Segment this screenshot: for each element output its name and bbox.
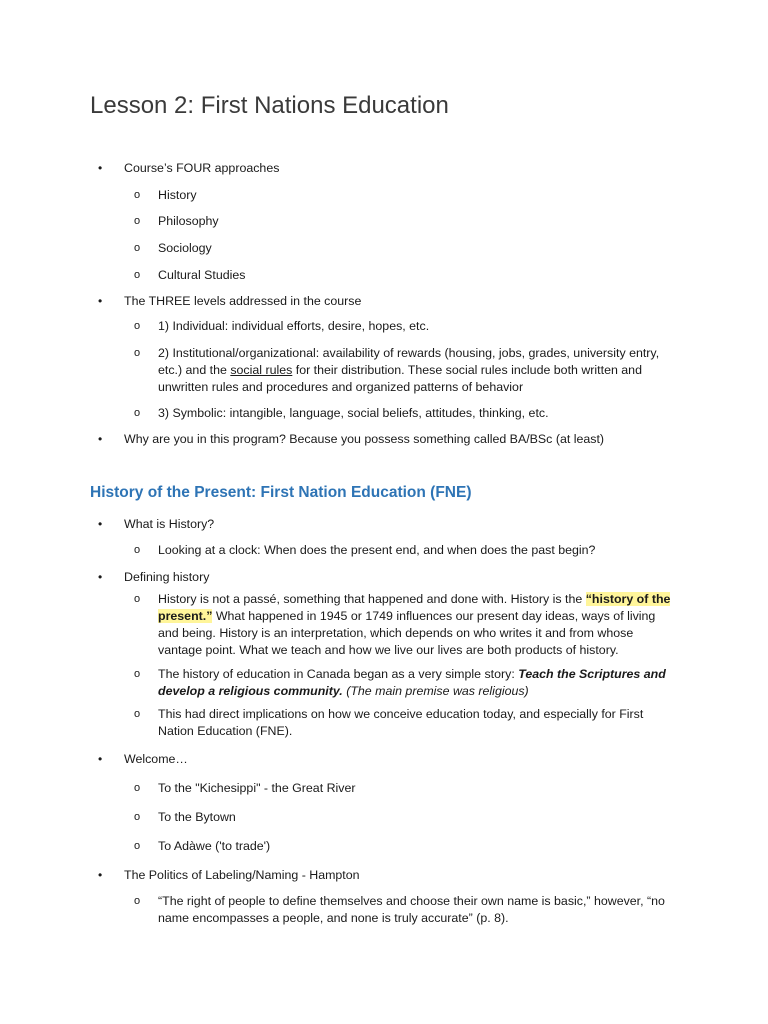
sub-item-level-1: o 1) Individual: individual efforts, desire, hopes, etc. <box>158 318 678 335</box>
social-rules-underlined: social rules <box>230 363 293 377</box>
sub-item-kichesippi: o To the "Kichesippi" - the Great River <box>158 780 678 797</box>
canada-text-start: The history of education in Canada began as a very simple story: <box>158 667 519 681</box>
sub-item-clock: o Looking at a clock: When does the present end, and when does the past begin? <box>158 542 678 559</box>
sub-item-level-2 <box>158 345 678 396</box>
passe-text-start: History is not a passé, something that happened and done with. History is the <box>158 592 586 606</box>
list-item-approaches: • Course’s FOUR approaches <box>124 160 664 177</box>
level-2-text-start: 2) Institutional/organizational: availability of rewards (housing, jobs, grades, university entry, etc.) and the <box>158 346 660 377</box>
sub-item-cultural-studies: o Cultural Studies <box>158 267 678 284</box>
passe-text-end: What happened in 1945 or 1749 influences our present day ideas, ways of living and being. History is an interpretation, which depends on who writes it and from whose vantage point. What we teach and how we live our lives are both products of history. <box>158 609 656 657</box>
canada-note: (The main premise was religious) <box>342 684 529 698</box>
sub-item-passe <box>158 591 678 659</box>
list-item-defining-history: • Defining history <box>124 569 664 586</box>
sub-item-philosophy: o Philosophy <box>158 213 678 230</box>
sub-item-implications: o This had direct implications on how we conceive education today, and especially for First Nation Education (FNE). <box>158 706 678 740</box>
history-of-present-highlight: “history of the present.” <box>158 592 671 623</box>
sub-item-level-3: o 3) Symbolic: intangible, language, social beliefs, attitudes, thinking, etc. <box>158 405 678 422</box>
list-item-what-is-history: • What is History? <box>124 516 664 533</box>
sub-item-sociology: o Sociology <box>158 240 678 257</box>
sub-item-history: o History <box>158 187 678 204</box>
sub-item-canada <box>158 666 678 700</box>
sub-item-quote: o “The right of people to define themselves and choose their own name is basic,” however, “no name encompasses a people, and none is truly accurate” (p. 8). <box>158 893 678 927</box>
list-item-levels: • The THREE levels addressed in the course <box>124 293 664 310</box>
list-item-why: • Why are you in this program? Because you possess something called BA/BSc (at least) <box>124 431 664 448</box>
level-2-text-end: for their distribution. These social rules include both written and unwritten rules and procedures and organized patterns of behavior <box>158 363 642 394</box>
sub-item-adawe: o To Adàwe ('to trade') <box>158 838 678 855</box>
sub-item-bytown: o To the Bytown <box>158 809 678 826</box>
section-heading: History of the Present: First Nation Education (FNE) <box>90 484 472 501</box>
list-item-welcome: • Welcome… <box>124 751 664 768</box>
scriptures-emphasis: Teach the Scriptures and develop a religious community. <box>158 667 666 698</box>
page-title: Lesson 2: First Nations Education <box>90 92 449 119</box>
list-item-politics: • The Politics of Labeling/Naming - Hampton <box>124 867 664 884</box>
